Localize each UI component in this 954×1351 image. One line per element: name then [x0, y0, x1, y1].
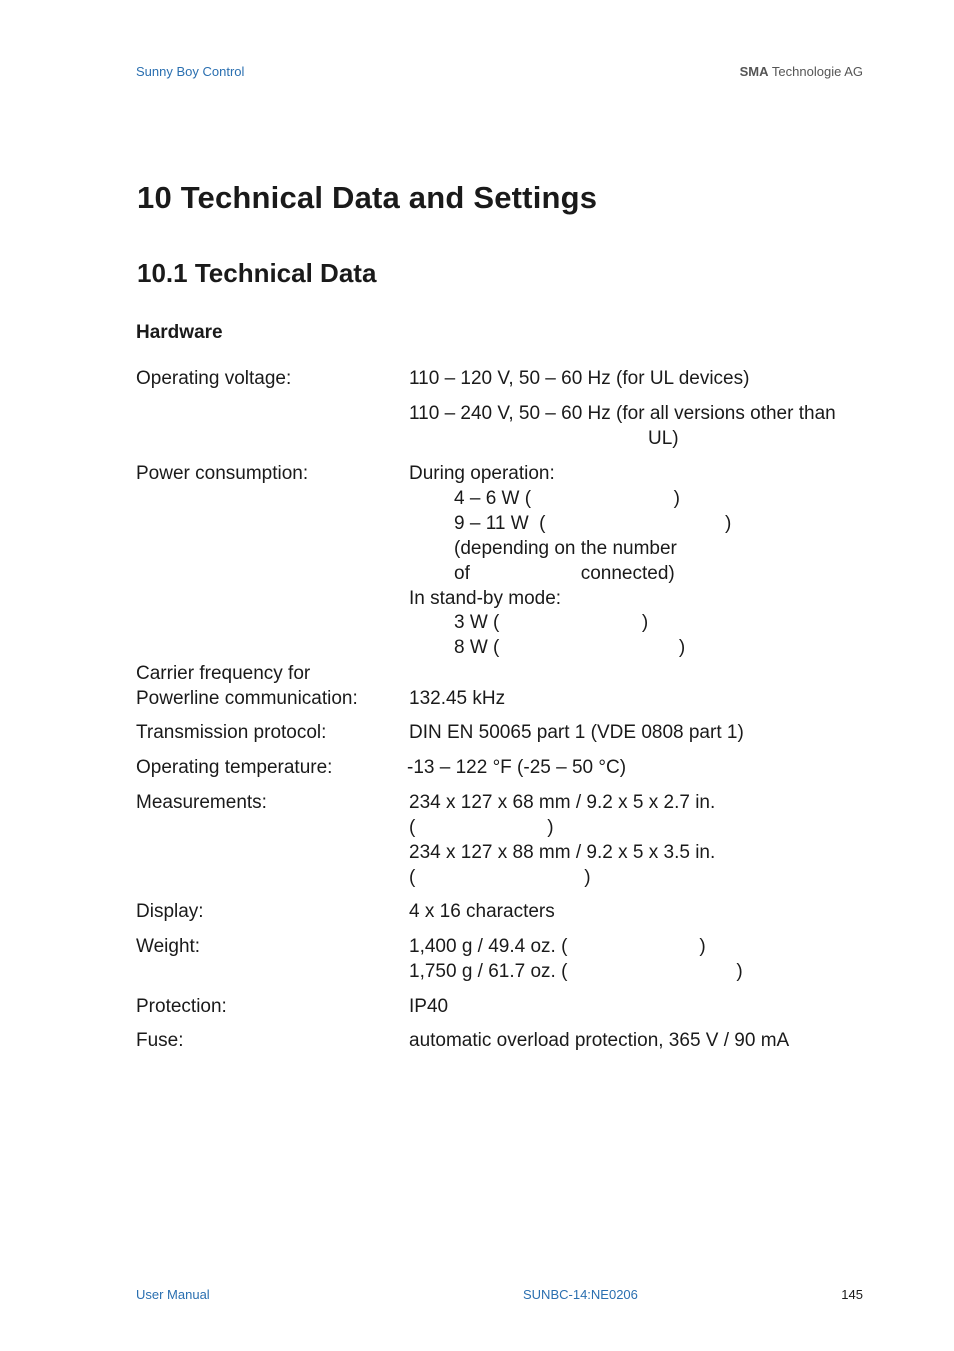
value-display: 4 x 16 characters [409, 901, 555, 922]
value-power-sb-1: 3 W ( ) [454, 612, 649, 633]
section-title: 10.1 Technical Data [137, 258, 377, 288]
value-power-op-2: 9 – 11 W ( ) [454, 513, 732, 534]
company-name: Technologie AG [771, 64, 863, 79]
label-weight: Weight: [136, 936, 201, 957]
value-power-op-1: 4 – 6 W ( ) [454, 488, 680, 509]
value-power-standby: In stand-by mode: [409, 588, 562, 609]
value-power-op-3: (depending on the number [454, 538, 677, 559]
value-measurements-2: 234 x 127 x 88 mm / 9.2 x 5 x 3.5 in. [409, 842, 716, 863]
footer-manual-title: User Manual [136, 1287, 210, 1302]
value-carrier-frequency: 132.45 kHz [409, 688, 506, 709]
value-operating-temperature: -13 – 122 °F (-25 – 50 °C) [407, 757, 627, 778]
label-display: Display: [136, 901, 204, 922]
value-power-operation: During operation: [409, 463, 555, 484]
value-transmission-protocol: DIN EN 50065 part 1 (VDE 0808 part 1) [409, 722, 744, 743]
label-fuse: Fuse: [136, 1030, 184, 1051]
label-protection: Protection: [136, 996, 227, 1017]
label-carrier-frequency: Carrier frequency for [136, 663, 311, 684]
value-measurements-2-note: ( ) [409, 867, 591, 888]
value-power-sb-2: 8 W ( ) [454, 637, 686, 658]
label-power-consumption: Power consumption: [136, 463, 309, 484]
value-weight-2: 1,750 g / 61.7 oz. ( ) [409, 961, 743, 982]
value-protection: IP40 [409, 996, 449, 1017]
value-fuse: automatic overload protection, 365 V / 90 mA [409, 1030, 790, 1051]
value-voltage-other: 110 – 240 V, 50 – 60 Hz (for all versions other than [409, 403, 836, 424]
label-operating-voltage: Operating voltage: [136, 368, 292, 389]
value-voltage-ul: 110 – 120 V, 50 – 60 Hz (for UL devices) [409, 368, 750, 389]
brand-name: SMA [739, 64, 769, 79]
header-company [740, 64, 863, 79]
header-title: Sunny Boy Control [136, 64, 245, 79]
label-operating-temperature: Operating temperature: [136, 757, 333, 778]
footer-doc-code: SUNBC-14:NE0206 [523, 1287, 638, 1302]
value-power-op-4: of connected) [454, 563, 675, 584]
label-transmission-protocol: Transmission protocol: [136, 722, 327, 743]
value-measurements-1-note: ( ) [409, 817, 554, 838]
value-weight-1: 1,400 g / 49.4 oz. ( ) [409, 936, 706, 957]
subsection-title: Hardware [136, 322, 223, 343]
value-voltage-other-cont: UL) [648, 428, 679, 449]
label-measurements: Measurements: [136, 792, 267, 813]
page-number: 145 [841, 1287, 863, 1302]
value-measurements-1: 234 x 127 x 68 mm / 9.2 x 5 x 2.7 in. [409, 792, 716, 813]
chapter-title: 10 Technical Data and Settings [137, 180, 598, 215]
label-powerline-communication: Powerline communication: [136, 688, 358, 709]
